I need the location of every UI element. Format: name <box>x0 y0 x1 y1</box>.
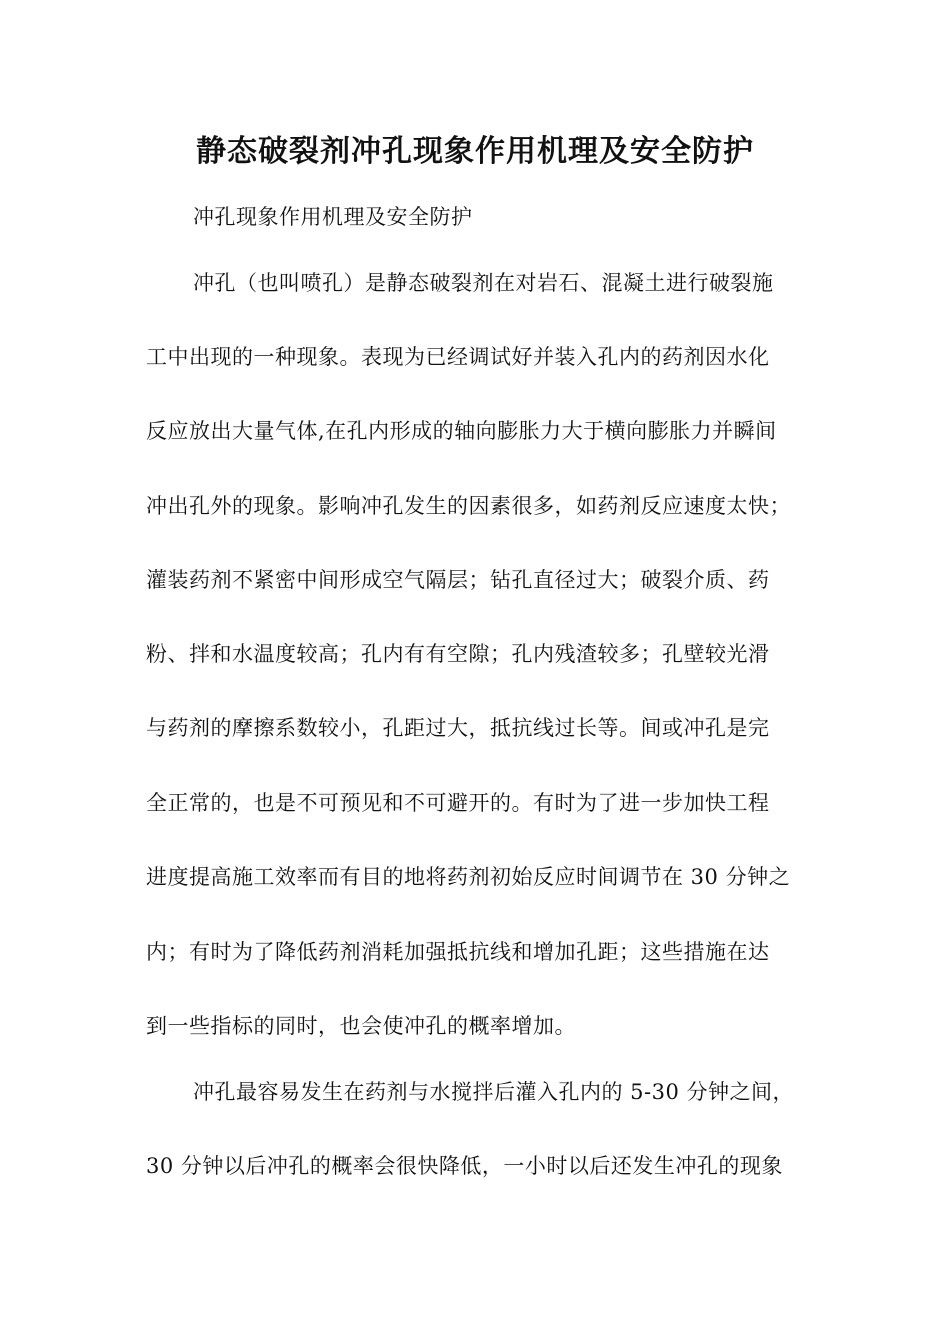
paragraph-line: 冲出孔外的现象。影响冲孔发生的因素很多，如药剂反应速度太快； <box>146 494 791 518</box>
paragraph-line: 到一些指标的同时，也会使冲孔的概率增加。 <box>146 1014 576 1038</box>
paragraph-line: 反应放出大量气体,在孔内形成的轴向膨胀力大于横向膨胀力并瞬间 <box>146 419 777 443</box>
paragraph-line: 进度提高施工效率而有目的地将药剂初始反应时间调节在 30 分钟之 <box>146 865 791 889</box>
document-title: 静态破裂剂冲孔现象作用机理及安全防护 <box>196 134 754 169</box>
document-subtitle: 冲孔现象作用机理及安全防护 <box>193 205 473 229</box>
paragraph-line: 粉、拌和水温度较高；孔内有有空隙；孔内残渣较多；孔壁较光滑 <box>146 642 770 666</box>
paragraph-line: 冲孔最容易发生在药剂与水搅拌后灌入孔内的 5-30 分钟之间， <box>193 1080 795 1104</box>
paragraph-line: 内；有时为了降低药剂消耗加强抵抗线和增加孔距；这些措施在达 <box>146 940 770 964</box>
paragraph-line: 与药剂的摩擦系数较小，孔距过大，抵抗线过长等。间或冲孔是完 <box>146 716 770 740</box>
paragraph-line: 30 分钟以后冲孔的概率会很快降低，一小时以后还发生冲孔的现象 <box>146 1154 783 1178</box>
paragraph-line: 灌装药剂不紧密中间形成空气隔层；钻孔直径过大；破裂介质、药 <box>146 568 770 592</box>
paragraph-line: 全正常的，也是不可预见和不可避开的。有时为了进一步加快工程 <box>146 791 770 815</box>
paragraph-line: 冲孔（也叫喷孔）是静态破裂剂在对岩石、混凝土进行破裂施 <box>193 271 774 295</box>
paragraph-line: 工中出现的一种现象。表现为已经调试好并装入孔内的药剂因水化 <box>146 345 770 369</box>
